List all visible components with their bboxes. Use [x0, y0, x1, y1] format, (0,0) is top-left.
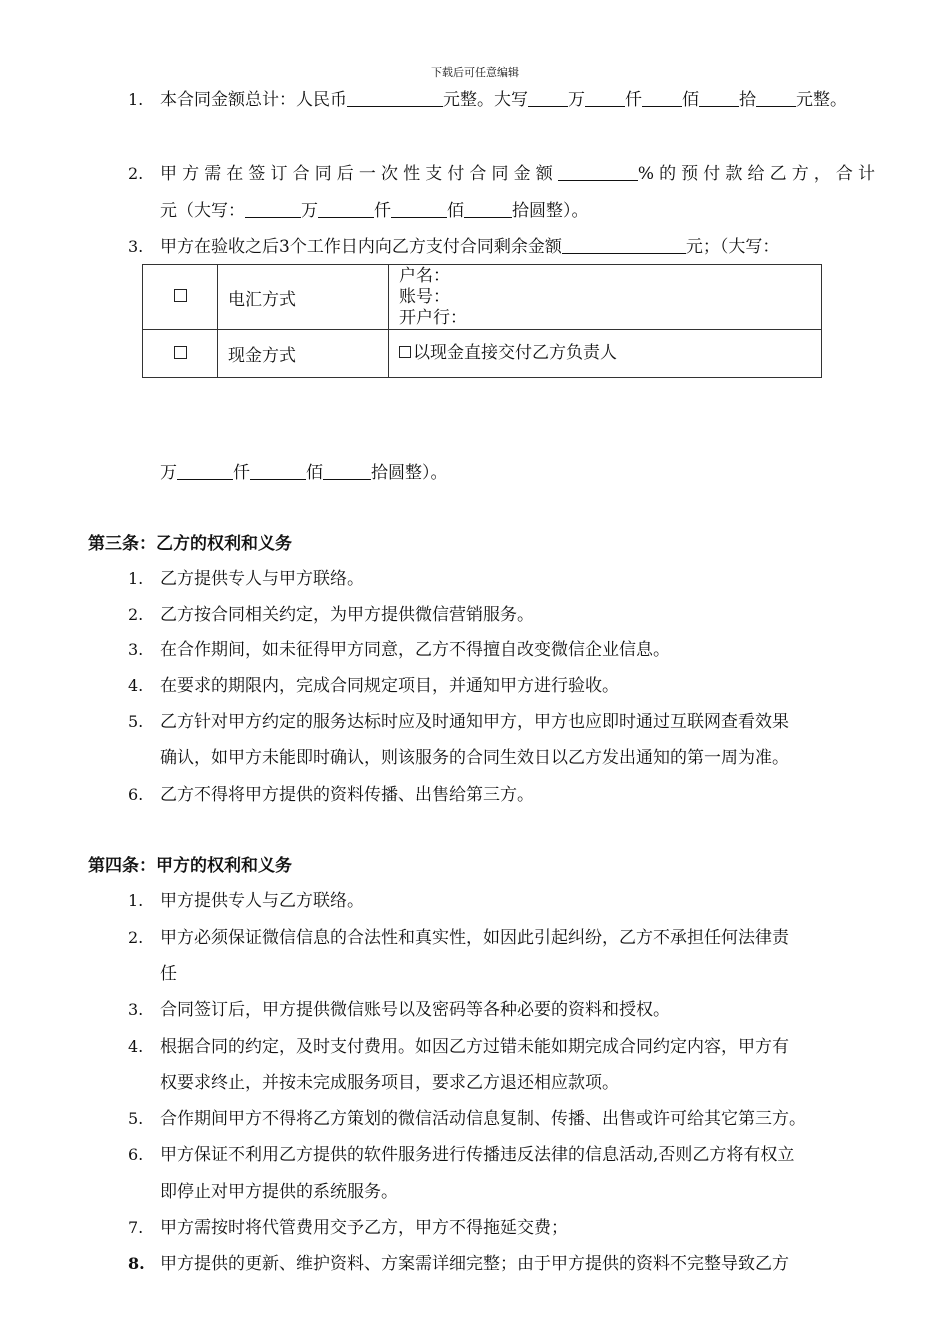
- item-number: 6.: [128, 1145, 144, 1164]
- item-number: 6.: [128, 785, 144, 804]
- payment-method-table: [142, 264, 822, 378]
- page-header-note: 下载后可任意编辑: [431, 66, 519, 79]
- blank[interactable]: [323, 463, 371, 480]
- item-number: 1.: [128, 90, 144, 109]
- blank[interactable]: [585, 90, 625, 107]
- blank[interactable]: [756, 90, 796, 107]
- item-number: 8.: [128, 1254, 145, 1273]
- section-3-item-6: 乙方不得将甲方提供的资料传播、出售给第三方。: [160, 785, 534, 805]
- section-4-item-2-line-1: 甲方必须保证微信信息的合法性和真实性，如因此引起纠纷，乙方不承担任何法律责: [160, 928, 789, 948]
- section-3-item-5-line-1: 乙方针对甲方约定的服务达标时应及时通知甲方，甲方也应即时通过互联网查看效果: [160, 712, 789, 732]
- wire-transfer-checkbox[interactable]: [174, 289, 187, 302]
- table-row-wire-transfer: [143, 265, 822, 330]
- section-3-title: 第三条：乙方的权利和义务: [88, 534, 292, 554]
- item-number: 7.: [128, 1218, 144, 1237]
- item-number: 1.: [128, 569, 144, 588]
- item-number: 5.: [128, 1109, 144, 1128]
- blank[interactable]: [699, 90, 739, 107]
- section-4-item-6-line-2: 即停止对甲方提供的系统服务。: [160, 1182, 398, 1202]
- section-4-item-4-line-2: 权要求终止，并按未完成服务项目，要求乙方退还相应款项。: [160, 1073, 619, 1093]
- item-number: 1.: [128, 891, 144, 910]
- method-label: 现金方式: [218, 330, 389, 378]
- item-number: 4.: [128, 676, 144, 695]
- item-number: 5.: [128, 712, 144, 731]
- blank[interactable]: [245, 201, 301, 218]
- section-4-title: 第四条：甲方的权利和义务: [88, 856, 292, 876]
- section-3-item-1: 乙方提供专人与甲方联络。: [160, 569, 364, 589]
- payment-item-2-line-1: 甲方需在签订合同后一次性支付合同金额 %的预付款给乙方，合计: [160, 164, 875, 184]
- section-4-item-8: 甲方提供的更新、维护资料、方案需详细完整；由于甲方提供的资料不完整导致乙方: [160, 1254, 789, 1274]
- blank[interactable]: [464, 201, 512, 218]
- item-number: 2.: [128, 164, 144, 183]
- blank[interactable]: [177, 463, 233, 480]
- blank[interactable]: [528, 90, 568, 107]
- cash-direct-checkbox[interactable]: [399, 346, 411, 358]
- section-3-item-5-line-2: 确认，如甲方未能即时确认，则该服务的合同生效日以乙方发出通知的第一周为准。: [160, 748, 789, 768]
- item-number: 3.: [128, 640, 144, 659]
- cash-checkbox[interactable]: [174, 346, 187, 359]
- section-4-item-3: 合同签订后，甲方提供微信账号以及密码等各种必要的资料和授权。: [160, 1000, 670, 1020]
- item-number: 2.: [128, 928, 144, 947]
- amount-blank[interactable]: [347, 90, 443, 107]
- section-4-item-4-line-1: 根据合同的约定，及时支付费用。如因乙方过错未能如期完成合同约定内容，甲方有: [160, 1037, 789, 1057]
- section-4-item-1: 甲方提供专人与乙方联络。: [160, 891, 364, 911]
- payment-item-3: 甲方在验收之后3个工作日内向乙方支付合同剩余金额 元；（大写：: [160, 237, 780, 257]
- section-3-item-3: 在合作期间，如未征得甲方同意，乙方不得擅自改变微信企业信息。: [160, 640, 670, 660]
- payment-item-3-tail: 万 仟 佰 拾圆整）。: [160, 463, 448, 483]
- checkbox-cell: [143, 330, 218, 378]
- section-4-item-7: 甲方需按时将代管费用交予乙方，甲方不得拖延交费；: [160, 1218, 568, 1238]
- table-row-cash: [143, 330, 822, 378]
- remaining-amount-blank[interactable]: [562, 237, 686, 254]
- item-number: 3.: [128, 237, 144, 256]
- section-3-item-4: 在要求的期限内，完成合同规定项目，并通知甲方进行验收。: [160, 676, 619, 696]
- percent-blank[interactable]: [558, 164, 638, 181]
- item-number: 2.: [128, 605, 144, 624]
- section-3-item-2: 乙方按合同相关约定，为甲方提供微信营销服务。: [160, 605, 534, 625]
- cash-detail: 以现金直接交付乙方负责人: [389, 330, 822, 378]
- account-number-label: 账号：: [399, 286, 450, 307]
- checkbox-cell: [143, 265, 218, 330]
- blank[interactable]: [642, 90, 682, 107]
- blank[interactable]: [391, 201, 447, 218]
- bank-label: 开户行：: [399, 307, 467, 328]
- section-4-item-2-line-2: 任: [160, 964, 177, 984]
- blank[interactable]: [250, 463, 306, 480]
- item-number: 3.: [128, 1000, 144, 1019]
- account-details: [389, 265, 822, 330]
- blank[interactable]: [318, 201, 374, 218]
- section-4-item-6-line-1: 甲方保证不利用乙方提供的软件服务进行传播违反法律的信息活动,否则乙方将有权立: [160, 1145, 795, 1165]
- account-name-label: 户名：: [399, 265, 450, 286]
- method-label: 电汇方式: [218, 265, 389, 330]
- payment-item-2-line-2: 元（大写： 万 仟 佰 拾圆整）。: [160, 201, 589, 221]
- item-number: 4.: [128, 1037, 144, 1056]
- section-4-item-5: 合作期间甲方不得将乙方策划的微信活动信息复制、传播、出售或许可给其它第三方。: [160, 1109, 806, 1129]
- payment-item-1: 本合同金额总计：人民币 元整。大写 万 仟 佰 拾 元整。: [160, 90, 847, 110]
